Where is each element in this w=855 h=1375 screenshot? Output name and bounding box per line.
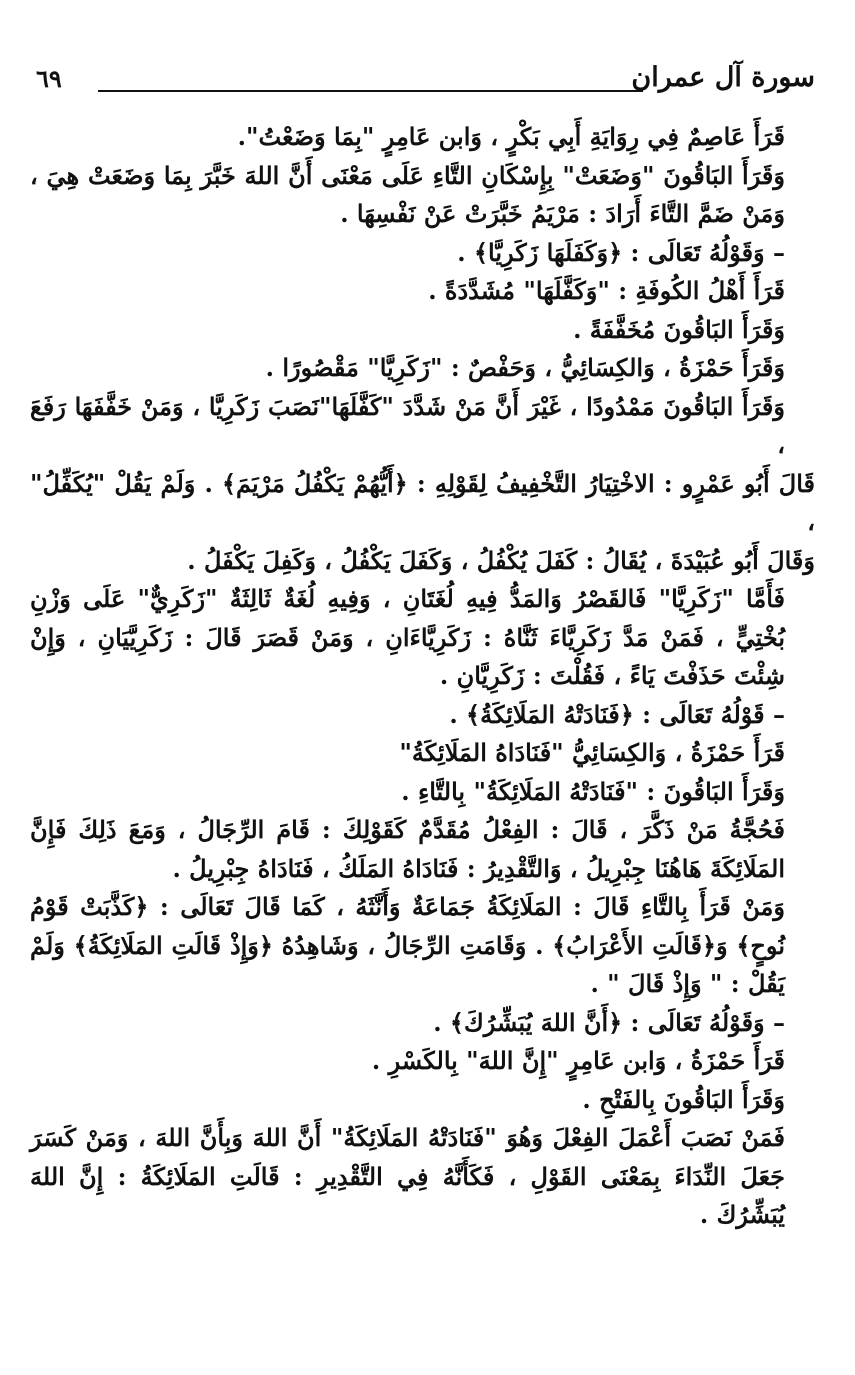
paragraph: قَرَأَ حَمْزَةُ ، وَالكِسَائِيُّ "فَنَادَاهُ المَلَائِكَةُ" xyxy=(399,738,785,767)
paragraph: – قَوْلُهُ تَعَالَى : ﴿فَنَادَتْهُ المَلَائِكَةُ﴾ . xyxy=(449,699,785,729)
paragraph: قَالَ أَبُو عَمْرٍو : الاخْتِيَارُ التَّخْفِيفُ لِقَوْلِهِ : ﴿أَيُّهُمْ يَكْفُلُ مَرْيَمَ﴾ . وَلَمْ يَقُلْ "يُكَفِّلُ" ، xyxy=(30,468,816,536)
paragraph: وَقَرَأَ حَمْزَةُ ، وَالكِسَائِيُّ ، وَحَفْصٌ : "زَكَرِيَّا" مَقْصُورًا . xyxy=(265,353,785,382)
paragraph: قَرَأَ عَاصِمٌ فِي رِوَايَةِ أَبِي بَكْرٍ ، وَابن عَامِرٍ "بِمَا وَضَعْتُ". xyxy=(237,122,785,151)
paragraph: وَقَرَأَ البَاقُونَ بِالفَتْحِ . xyxy=(582,1084,785,1114)
paragraph: وَقَرَأَ البَاقُونَ مَمْدُودًا ، غَيْرَ أَنَّ مَنْ شَدَّدَ "كَفَّلَهَا"نَصَبَ زَكَرِيَّا ، وَمَنْ خَفَّفَهَا رَفَعَ ، xyxy=(30,391,785,459)
page-header xyxy=(30,62,815,102)
paragraph: – وَقَوْلُهُ تَعَالَى : ﴿وَكَفَلَهَا زَكَرِيَّا﴾ . xyxy=(457,237,785,267)
paragraph: وَقَرَأَ البَاقُونَ "وَضَعَتْ" بِإِسْكَانِ التَّاءِ عَلَى مَعْنَى أَنَّ اللهَ خَبَّرَ بِمَا وَضَعَتْ هِيَ ، وَمَنْ ضَمَّ التَّاءَ أَرَادَ : مَرْيَمُ خَبَّرَتْ عَنْ نَفْسِهَا . xyxy=(30,160,785,228)
paragraph: قَرَأَ أَهْلُ الكُوفَةِ : "وَكَفَّلَهَا" مُشَدَّدَةً . xyxy=(428,276,785,305)
surah-title: سورة آل عمران xyxy=(631,62,815,93)
paragraph: قَرَأَ حَمْزَةُ ، وَابن عَامِرٍ "إِنَّ اللهَ" بِالكَسْرِ . xyxy=(371,1046,785,1075)
page-number: ٦٩ xyxy=(36,64,62,93)
paragraph: وَقَرَأَ البَاقُونَ : "فَنَادَتْهُ المَلَائِكَةُ" بِالتَّاءِ . xyxy=(401,776,785,806)
paragraph: وَقَالَ أَبُو عُبَيْدَةَ ، يُقَالُ : كَفَلَ يُكْفُلُ ، وَكَفَلَ يَكْفُلُ ، وَكَفِلَ يَكْفَلُ . xyxy=(187,545,815,575)
paragraph: فَحُجَّةُ مَنْ ذَكَّرَ ، قَالَ : الفِعْلُ مُقَدَّمٌ كَقَوْلِكَ : قَامَ الرِّجَالُ ، وَمَعَ ذَلِكَ فَإِنَّ المَلَائِكَةَ هَاهُنَا جِبْرِيلُ ، وَالتَّقْدِيرُ : فَنَادَاهُ المَلَكُ ، فَنَادَاهُ جِبْرِيلُ . xyxy=(30,815,785,883)
paragraph: وَمَنْ قَرَأَ بِالتَّاءِ قَالَ : المَلَائِكَةُ جَمَاعَةٌ وَأَنَّثَهُ ، كَمَا قَالَ تَعَالَى : ﴿كَذَّبَتْ قَوْمُ نُوحٍ﴾ وَ﴿قَالَتِ الأَعْرَابُ﴾ . وَقَامَتِ الرِّجَالُ ، وَشَاهِدُهُ ﴿وَإِذْ قَالَتِ المَلَائِكَةُ﴾ وَلَمْ يَقُلْ : " وَإِذْ قَالَ " . xyxy=(30,892,785,998)
paragraph: فَمَنْ نَصَبَ أَعْمَلَ الفِعْلَ وَهُوَ "فَنَادَتْهُ المَلَائِكَةُ" أَنَّ اللهَ وَبِأَنَّ اللهَ ، وَمَنْ كَسَرَ جَعَلَ النِّدَاءَ بِمَعْنَى القَوْلِ ، فَكَأَنَّهُ فِي التَّقْدِيرِ : قَالَتِ المَلَائِكَةُ : إِنَّ اللهَ يُبَشِّرُكَ . xyxy=(30,1123,785,1229)
paragraph: وَقَرَأَ البَاقُونَ مُخَفَّفَةً . xyxy=(573,314,785,344)
paragraph: فَأَمَّا "زَكَرِيَّا" فَالقَصْرُ وَالمَدُّ فِيهِ لُغَتَانِ ، وَفِيهِ لُغَةٌ ثَالِثَةٌ "زَكَرِيٌّ" عَلَى وَزْنِ بُخْتِيٍّ ، فَمَنْ مَدَّ زَكَرِيَّاءَ ثَنَّاهُ : زَكَرِيَّاءَانِ ، وَمَنْ قَصَرَ قَالَ : زَكَرِيَّيَانِ ، وَإِنْ شِئْتَ حَذَفْتَ يَاءً ، فَقُلْتَ : زَكَرِيَّانِ . xyxy=(30,584,785,690)
header-rule xyxy=(98,90,643,92)
page-body-text xyxy=(30,118,815,1235)
paragraph: – وَقَوْلُهُ تَعَالَى : ﴿أَنَّ اللهَ يُبَشِّرُكَ﴾ . xyxy=(433,1007,785,1037)
